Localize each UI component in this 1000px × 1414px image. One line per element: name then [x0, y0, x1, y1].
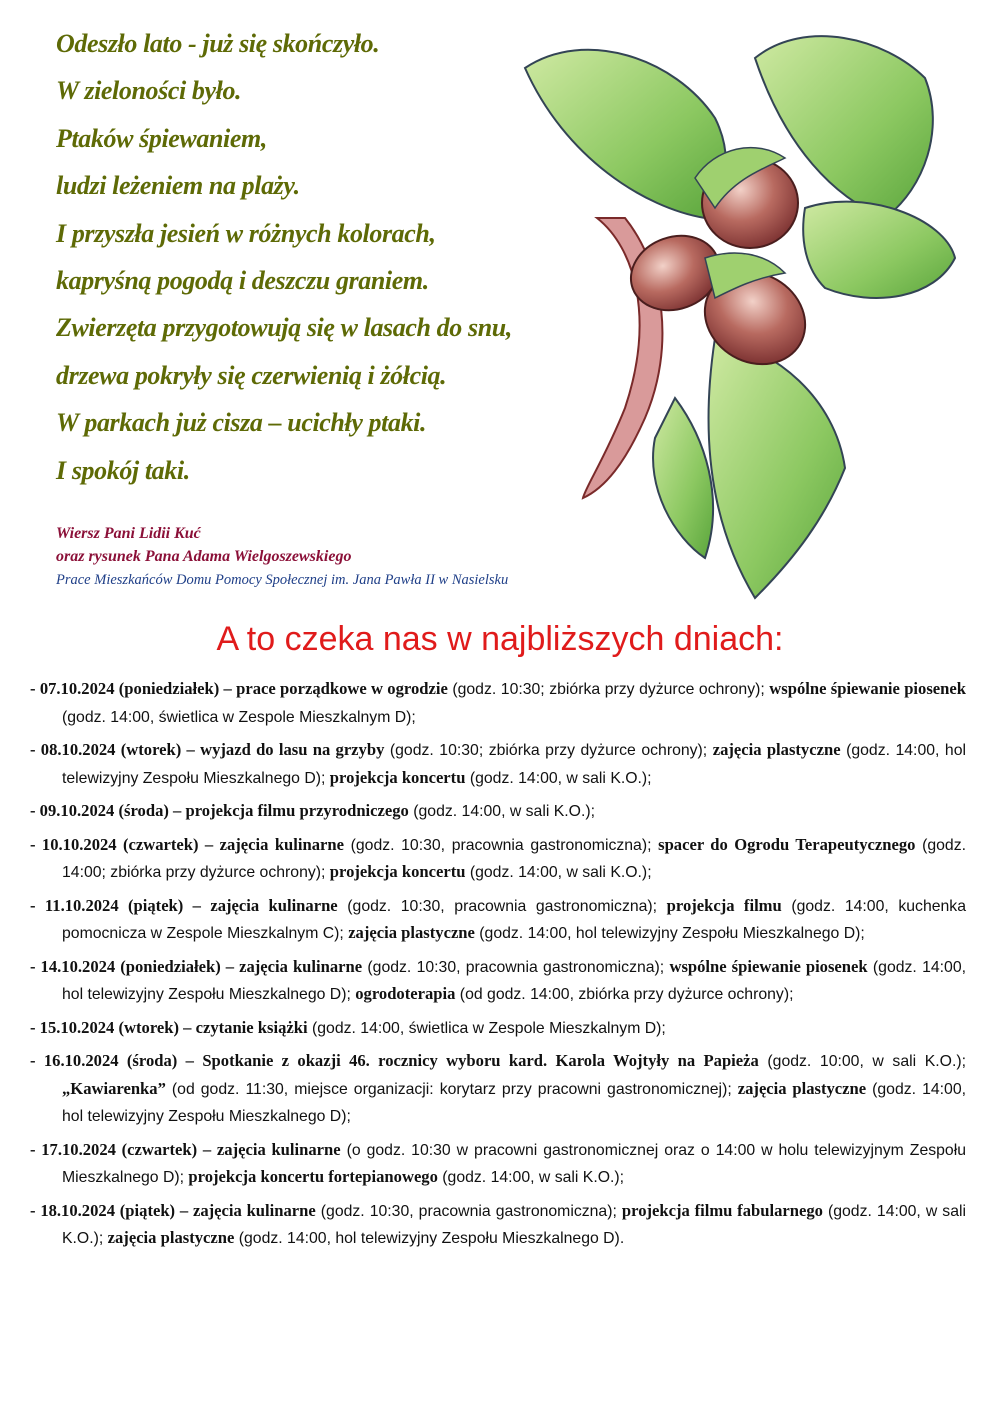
entry-highlight: - 10.10.2024 (czwartek) – zajęcia kulinarne: [30, 834, 344, 854]
poem-line: W parkach już cisza – ucichły ptaki.: [56, 408, 427, 438]
entry-highlight: - 11.10.2024 (piątek) – zajęcia kulinarne: [30, 895, 338, 915]
entry-highlight: zajęcia plastyczne: [737, 1078, 867, 1098]
schedule-entry: [30, 676, 966, 731]
entry-highlight: - 07.10.2024 (poniedziałek) – prace porządkowe w ogrodzie: [30, 679, 448, 698]
entry-detail: (godz. 10:30, pracownia gastronomiczna);: [337, 897, 667, 915]
entry-detail: (godz. 14:00, hol telewizyjny Zespołu Mieszkalnego D);: [62, 1080, 966, 1125]
leaf-left-top: [525, 50, 726, 218]
poem-line: I przyszła jesień w różnych kolorach,: [56, 218, 436, 248]
entry-detail: (od godz. 11:30, miejsce organizacji: korytarz przy pracowni gastronomicznej);: [165, 1080, 738, 1098]
entry-highlight: ogrodoterapia: [355, 984, 456, 1003]
entry-highlight: wspólne śpiewanie piosenek: [769, 679, 966, 698]
entry-detail: (o godz. 10:30 w pracowni gastronomicznej oraz o 14:00 w holu telewizyjnym Zespołu Mieszkalnego D);: [62, 1141, 966, 1186]
entry-detail: (godz. 10:30; zbiórka przy dyżurce ochrony);: [384, 742, 713, 759]
poem-line: W zieloności było.: [56, 76, 242, 106]
entry-highlight: - 14.10.2024 (poniedziałek) – zajęcia kulinarne: [30, 956, 363, 976]
entry-highlight: projekcja koncertu: [329, 767, 466, 787]
entry-highlight: spacer do Ogrodu Terapeutycznego: [658, 834, 916, 854]
entry-highlight: - 17.10.2024 (czwartek) – zajęcia kulinarne: [30, 1139, 341, 1159]
entry-detail: (godz. 14:00, w sali K.O.);: [408, 803, 595, 820]
schedule-entry: [30, 1137, 966, 1192]
entry-highlight: - 16.10.2024 (środa) – Spotkanie z okazji 46. rocznicy wyboru kard. Karola Wojtyły na Papieża: [30, 1051, 759, 1070]
entry-detail: (godz. 14:00, w sali K.O.);: [465, 864, 652, 881]
leaf-right: [803, 202, 955, 298]
entry-highlight: wspólne śpiewanie piosenek: [669, 956, 868, 976]
poem-line: drzewa pokryły się czerwienią i żółcią.: [56, 360, 447, 390]
entry-detail: (godz. 14:00, hol telewizyjny Zespołu Mieszkalnego D);: [62, 742, 967, 787]
credit-note: Prace Mieszkańców Domu Pomocy Społecznej im. Jana Pawła II w Nasielsku: [56, 572, 509, 588]
schedule-entry: [30, 1015, 966, 1043]
credit-illustrator: oraz rysunek Pana Adama Wielgoszewskiego: [56, 548, 352, 565]
entry-highlight: - 08.10.2024 (wtorek) – wyjazd do lasu na grzyby: [30, 740, 385, 759]
entry-detail: (godz. 14:00, hol telewizyjny Zespołu Mieszkalnego D).: [234, 1230, 625, 1247]
poem-line: ludzi leżeniem na plaży.: [56, 171, 300, 201]
entry-detail: (godz. 14:00, w sali K.O.);: [437, 1169, 625, 1186]
schedule-entry: [30, 893, 966, 948]
leaf-lower-right: [709, 338, 845, 598]
entry-highlight: „Kawiarenka”: [62, 1078, 166, 1098]
entry-highlight: zajęcia plastyczne: [107, 1228, 235, 1247]
entry-detail: (godz. 14:00; zbiórka przy dyżurce ochrony);: [62, 836, 967, 881]
entry-highlight: projekcja koncertu: [329, 862, 466, 881]
entry-detail: (godz. 10:30; zbiórka przy dyżurce ochrony);: [447, 681, 770, 698]
entry-highlight: zajęcia plastyczne: [712, 740, 841, 759]
entry-detail: (godz. 14:00, świetlica w Zespole Mieszkalnym D);: [62, 708, 416, 726]
poem-line: kapryśną pogodą i deszczu graniem.: [56, 266, 429, 296]
entry-detail: (godz. 14:00, świetlica w Zespole Mieszkalnym D);: [307, 1019, 666, 1037]
entry-detail: (godz. 14:00, hol telewizyjny Zespołu Mieszkalnego D);: [474, 925, 865, 942]
entry-detail: (godz. 10:30, pracownia gastronomiczna);: [343, 836, 659, 854]
entry-detail: (godz. 10:30, pracownia gastronomiczna);: [362, 958, 670, 976]
schedule-entry: [30, 1048, 966, 1131]
entry-detail: (godz. 14:00, w sali K.O.);: [62, 1202, 966, 1247]
poem: [56, 20, 576, 494]
entry-highlight: - 09.10.2024 (środa) – projekcja filmu przyrodniczego: [30, 801, 409, 820]
entry-highlight: - 18.10.2024 (piątek) – zajęcia kulinarne: [30, 1200, 316, 1220]
hazelnut-leaves-drawing: [505, 18, 975, 618]
credit-author: Wiersz Pani Lidii Kuć: [56, 525, 201, 542]
entry-detail: (godz. 14:00, w sali K.O.);: [465, 769, 652, 787]
leaf-lower-mid: [653, 398, 713, 558]
poem-credit: [56, 522, 351, 568]
poem-line: Odeszło lato - już się skończyło.: [56, 29, 380, 58]
entry-highlight: - 15.10.2024 (wtorek) – czytanie książki: [30, 1017, 308, 1037]
schedule-entry: [30, 1198, 966, 1253]
entry-detail: (godz. 14:00, kuchenka pomocnicza w Zespole Mieszkalnym C);: [62, 897, 966, 942]
schedule-list: [30, 676, 966, 1259]
schedule-entry: [30, 954, 966, 1009]
entry-detail: (godz. 10:30, pracownia gastronomiczna);: [315, 1202, 622, 1220]
entry-highlight: zajęcia plastyczne: [348, 923, 475, 942]
entry-highlight: projekcja filmu: [666, 895, 782, 915]
entry-highlight: projekcja filmu fabularnego: [621, 1200, 823, 1220]
schedule-entry: [30, 737, 966, 792]
schedule-entry: [30, 798, 966, 826]
entry-detail: (godz. 14:00, hol telewizyjny Zespołu Mieszkalnego D);: [62, 958, 966, 1003]
entry-highlight: projekcja koncertu fortepianowego: [188, 1167, 438, 1186]
schedule-entry: [30, 832, 966, 887]
poem-line: Ptaków śpiewaniem,: [56, 123, 267, 153]
entry-detail: (od godz. 14:00, zbiórka przy dyżurce ochrony);: [455, 986, 794, 1003]
entry-detail: (godz. 10:00, w sali K.O.);: [758, 1053, 966, 1070]
poem-line: Zwierzęta przygotowują się w lasach do snu,: [56, 313, 512, 343]
poem-line: I spokój taki.: [56, 455, 190, 485]
section-heading: A to czeka nas w najbliższych dniach:: [216, 620, 784, 658]
